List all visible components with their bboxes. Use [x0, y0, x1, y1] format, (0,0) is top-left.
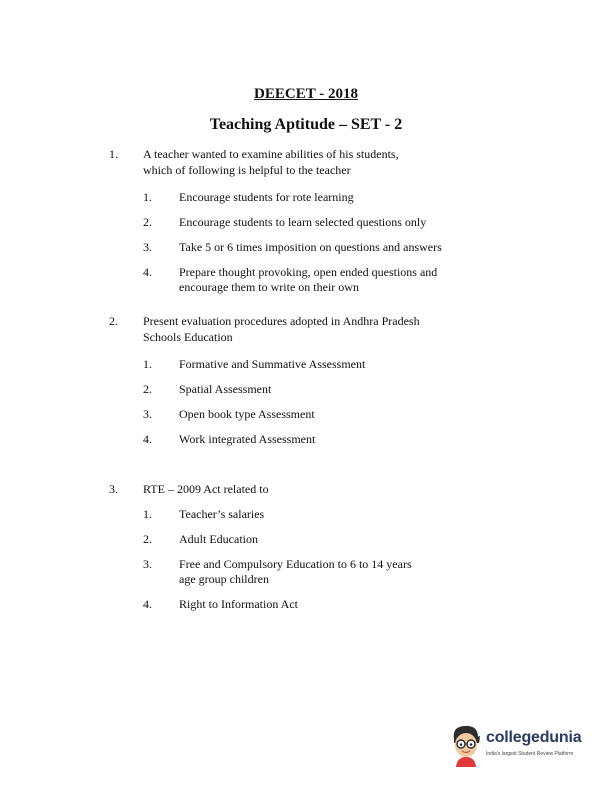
option-number: 1. [143, 190, 152, 204]
option-number: 2. [143, 215, 152, 229]
question-text-line: RTE – 2009 Act related to [143, 482, 269, 496]
option-text: Encourage students for rote learning [179, 190, 354, 204]
document-subtitle: Teaching Aptitude – SET - 2 [209, 116, 403, 133]
option-number: 2. [143, 382, 152, 396]
option-number: 4. [143, 597, 152, 611]
question-number: 2. [109, 314, 118, 328]
question-text [143, 481, 473, 497]
option-text: Free and Compulsory Education to 6 to 14 years [179, 557, 412, 571]
option-text: Adult Education [179, 532, 258, 546]
option-text: age group children [179, 572, 269, 586]
option-text: Work integrated Assessment [179, 432, 316, 446]
option-text: Encourage students to learn selected questions only [179, 215, 427, 229]
option-number: 1. [143, 507, 152, 521]
option-text: Take 5 or 6 times imposition on questions and answers [179, 240, 442, 254]
option-number: 4. [143, 432, 152, 446]
question-text [143, 146, 473, 178]
question-text-line: which of following is helpful to the teacher [143, 163, 351, 177]
option-number: 2. [143, 532, 152, 546]
option-text: Formative and Summative Assessment [179, 357, 366, 371]
question-text-line: A teacher wanted to examine abilities of his students, [143, 147, 399, 161]
option-text: encourage them to write on their own [179, 280, 359, 294]
option-number: 1. [143, 357, 152, 371]
mascot-icon [448, 723, 484, 767]
option-text: Spatial Assessment [179, 382, 272, 396]
question-text-line: Schools Education [143, 330, 233, 344]
question-number: 1. [109, 147, 118, 161]
collegedunia-logo [448, 723, 598, 771]
question-number: 3. [109, 482, 118, 496]
document-title: DEECET - 2018 [254, 86, 358, 102]
option-number: 3. [143, 240, 152, 254]
option-text: Prepare thought provoking, open ended questions and [179, 265, 438, 279]
logo-tagline: India's largest Student Review Platform [486, 751, 574, 757]
question-text [143, 313, 473, 345]
option-text: Right to Information Act [179, 597, 298, 611]
logo-name: collegedunia [486, 729, 582, 746]
question-text-line: Present evaluation procedures adopted in Andhra Pradesh [143, 314, 420, 328]
option-number: 3. [143, 407, 152, 421]
option-number: 4. [143, 265, 152, 279]
option-text: Teacher’s salaries [179, 507, 265, 521]
option-text: Open book type Assessment [179, 407, 315, 421]
option-number: 3. [143, 557, 152, 571]
